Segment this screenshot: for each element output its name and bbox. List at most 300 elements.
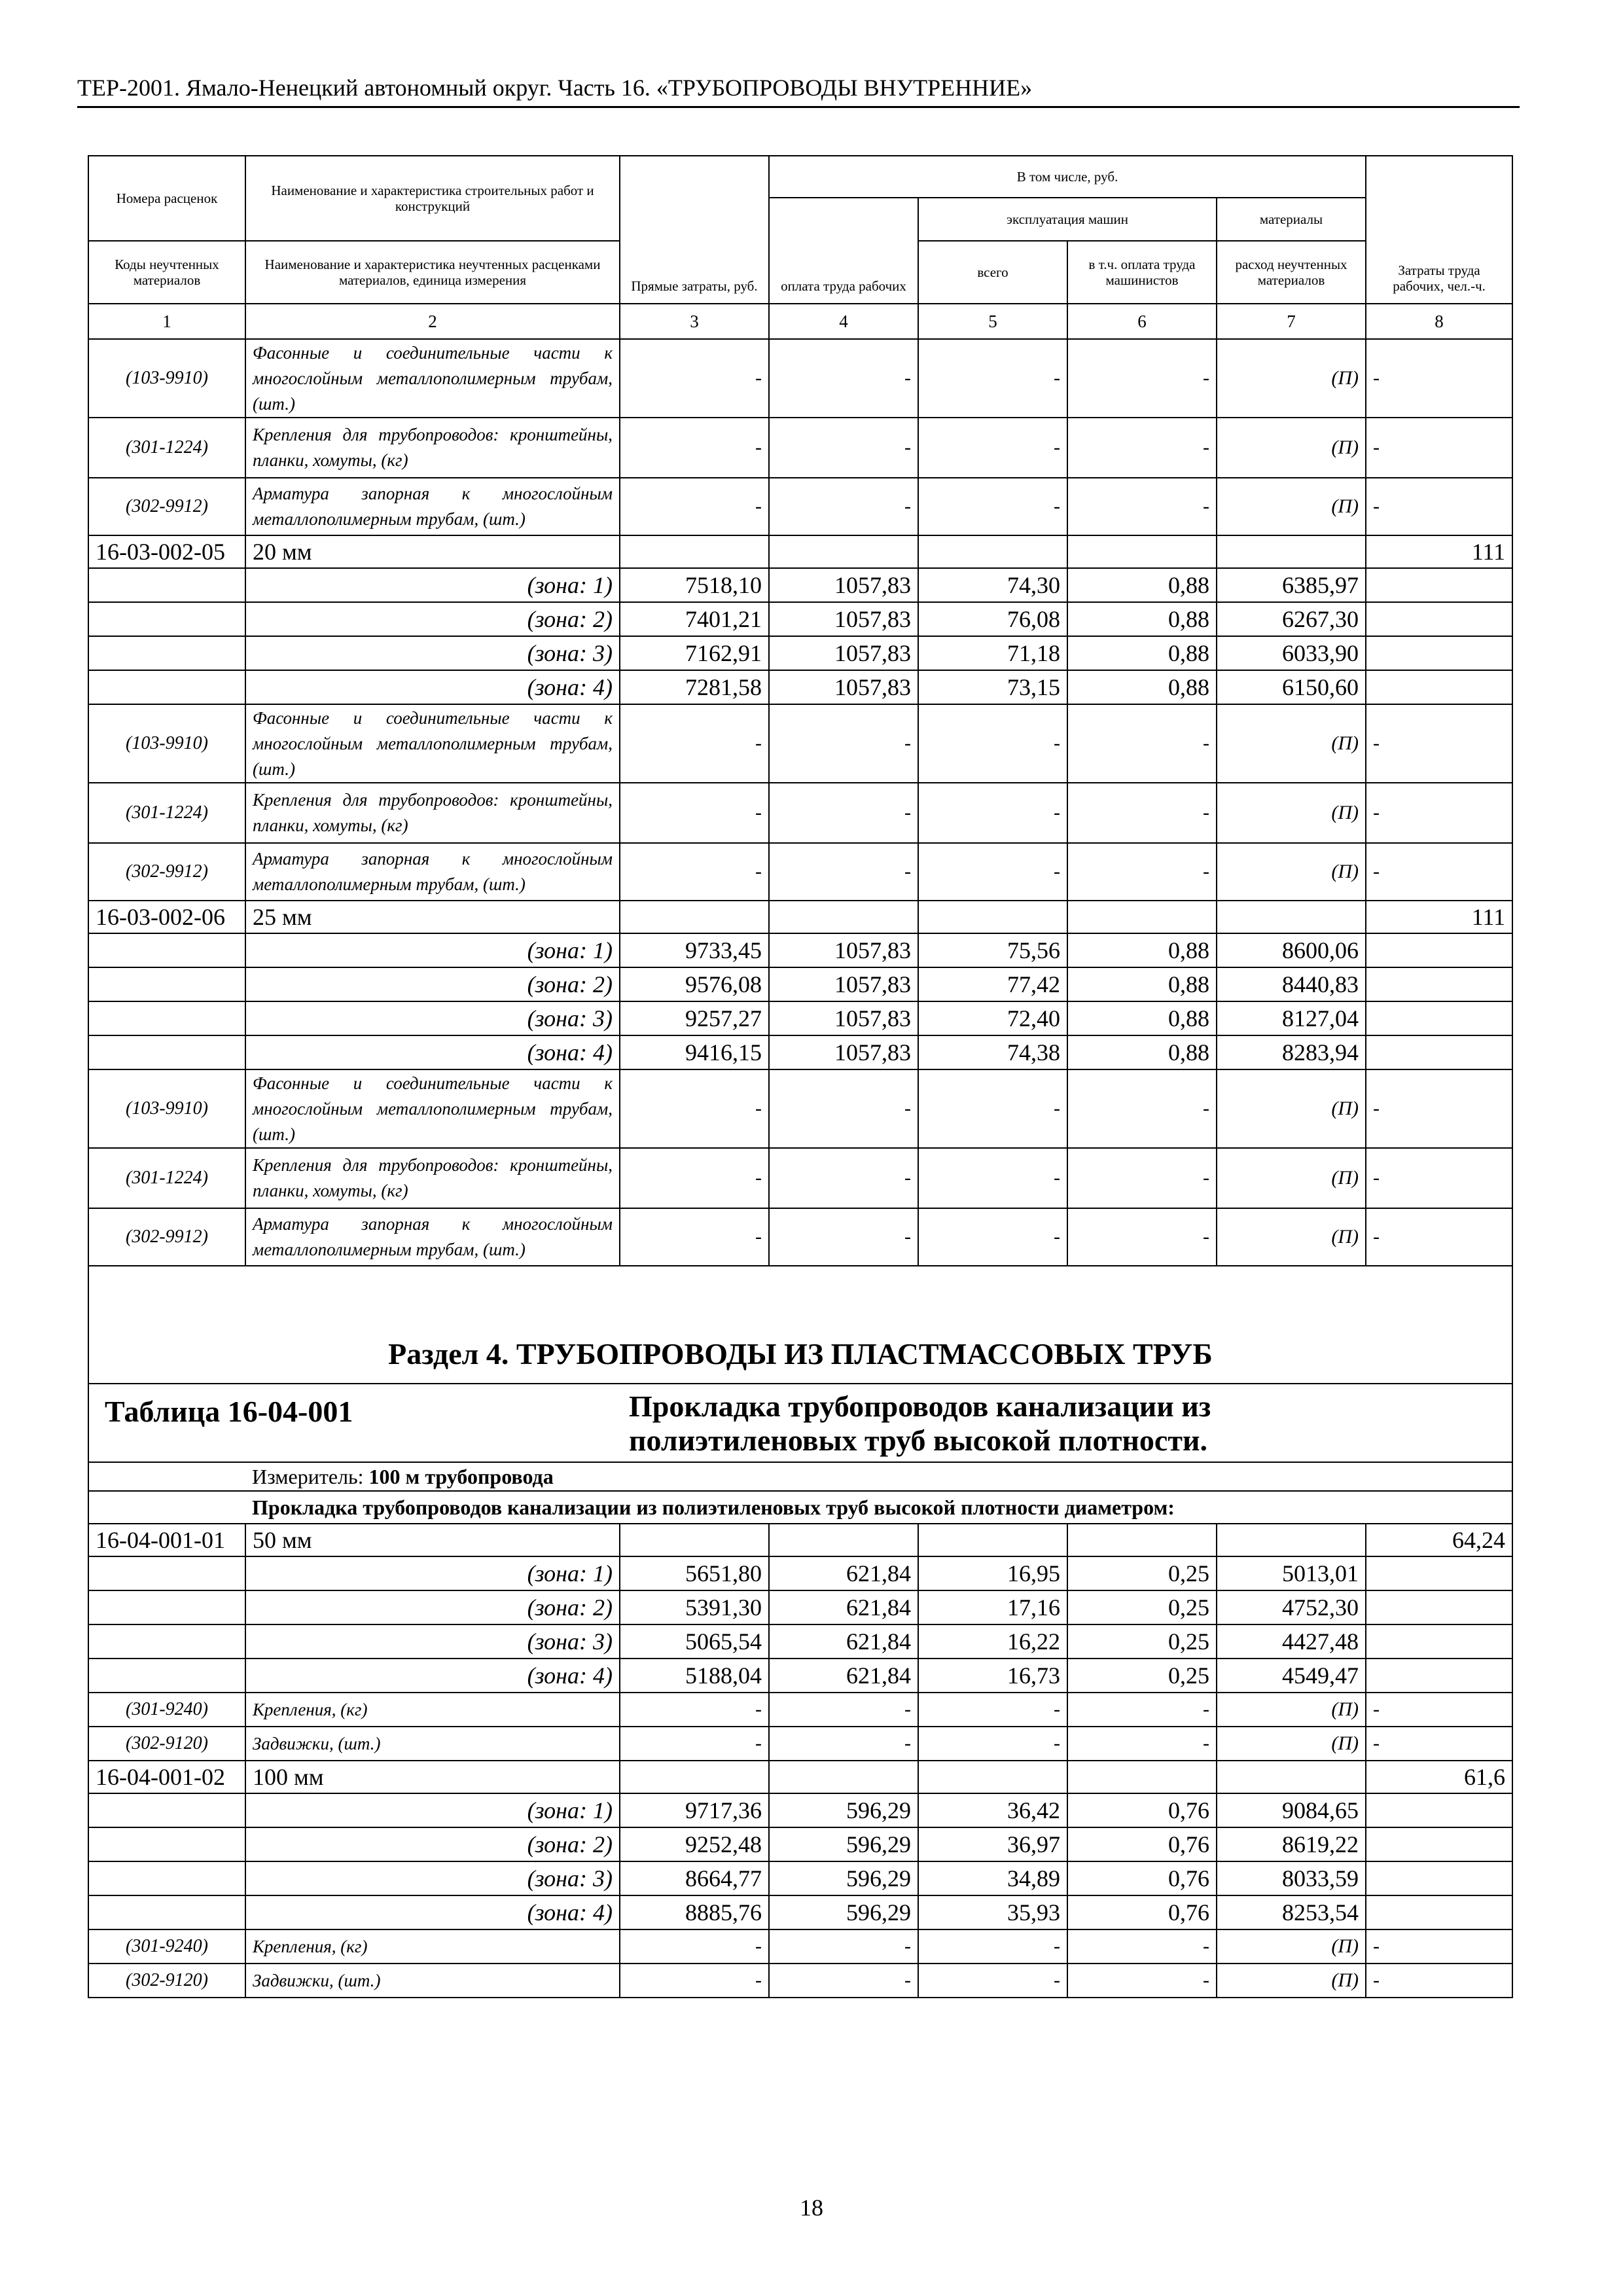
wages-value: 1057,83 [769, 1001, 918, 1035]
zone-row [88, 1590, 1512, 1624]
material-row [88, 1069, 1512, 1148]
col1-bottom-header: Коды неучтенных материалов [88, 241, 245, 304]
empty-cell [88, 636, 245, 670]
dash-cell: - [1366, 1929, 1512, 1964]
material-code: (301-1224) [88, 1148, 245, 1208]
p-mark-cell: (П) [1217, 1069, 1366, 1148]
direct-costs-value: 9576,08 [620, 967, 769, 1001]
direct-costs-value: 8885,76 [620, 1895, 769, 1929]
materials-header: материалы [1217, 198, 1366, 241]
zone-label: (зона: 3) [245, 636, 620, 670]
dash-cell: - [1366, 704, 1512, 783]
empty-cell [1366, 636, 1512, 670]
empty-cell [1217, 1524, 1366, 1556]
empty-cell [1366, 1001, 1512, 1035]
empty-cell [1366, 1590, 1512, 1624]
labor-value: 61,6 [1366, 1761, 1512, 1793]
empty-cell [88, 1624, 245, 1659]
material-name: Крепления для трубопроводов: кронштейны, планки, хомуты, (кг) [245, 418, 620, 478]
p-mark-cell: (П) [1217, 1208, 1366, 1266]
dash-cell: - [1067, 704, 1217, 783]
material-name: Фасонные и соединительные части к многослойным металлополимерным трубам, (шт.) [245, 704, 620, 783]
dash-cell: - [918, 1148, 1067, 1208]
operators-wages-value: 0,88 [1067, 670, 1217, 704]
dash-cell: - [1366, 478, 1512, 535]
col2-bottom-header: Наименование и характеристика неучтенных расценками материалов, единица измерения [245, 241, 620, 304]
dash-cell: - [918, 1929, 1067, 1964]
direct-costs-value: 5188,04 [620, 1659, 769, 1693]
dash-cell: - [1366, 1069, 1512, 1148]
dash-cell: - [918, 704, 1067, 783]
machines-value: 17,16 [918, 1590, 1067, 1624]
rate-name: 50 мм [245, 1524, 620, 1556]
machines-value: 16,73 [918, 1659, 1067, 1693]
empty-cell [918, 535, 1067, 568]
page-number: 18 [800, 2195, 823, 2221]
table-subheading: Прокладка трубопроводов канализации из полиэтиленовых труб высокой плотности диаметром: [245, 1491, 1512, 1524]
material-row [88, 478, 1512, 535]
materials-value: 8600,06 [1217, 933, 1366, 967]
materials-value: 5013,01 [1217, 1556, 1366, 1590]
material-row [88, 1208, 1512, 1266]
p-mark-cell: (П) [1217, 1693, 1366, 1727]
material-row [88, 783, 1512, 843]
wages-value: 1057,83 [769, 967, 918, 1001]
material-row [88, 843, 1512, 901]
zone-label: (зона: 3) [245, 1001, 620, 1035]
dash-cell: - [918, 1069, 1067, 1148]
materials-value: 4549,47 [1217, 1659, 1366, 1693]
dash-cell: - [620, 1727, 769, 1761]
table-label: Таблица 16-04-001 [88, 1384, 620, 1462]
machines-value: 73,15 [918, 670, 1067, 704]
materials-value: 4752,30 [1217, 1590, 1366, 1624]
empty-cell [1366, 1556, 1512, 1590]
zone-label: (зона: 4) [245, 670, 620, 704]
empty-cell [1366, 967, 1512, 1001]
operators-wages-header: в т.ч. оплата труда машинистов [1067, 241, 1217, 304]
empty-cell [1366, 1793, 1512, 1827]
machines-value: 75,56 [918, 933, 1067, 967]
wages-header: оплата труда рабочих [769, 198, 918, 304]
material-row [88, 418, 1512, 478]
dash-cell: - [769, 843, 918, 901]
empty-cell [1366, 568, 1512, 602]
machines-value: 77,42 [918, 967, 1067, 1001]
empty-cell [1366, 1827, 1512, 1861]
dash-cell: - [918, 1964, 1067, 1998]
empty-cell [88, 670, 245, 704]
dash-cell: - [1067, 1929, 1217, 1964]
p-mark-cell: (П) [1217, 1727, 1366, 1761]
labor-value: 64,24 [1366, 1524, 1512, 1556]
operators-wages-value: 0,76 [1067, 1895, 1217, 1929]
empty-cell [620, 1524, 769, 1556]
dash-cell: - [620, 843, 769, 901]
zone-row [88, 1035, 1512, 1069]
p-mark-cell: (П) [1217, 783, 1366, 843]
empty-cell [88, 602, 245, 636]
dash-cell: - [1067, 1964, 1217, 1998]
meter-row [88, 1462, 1512, 1491]
material-row [88, 1727, 1512, 1761]
rate-row [88, 1524, 1512, 1556]
header-rule [77, 106, 1520, 108]
wages-value: 621,84 [769, 1556, 918, 1590]
rate-row [88, 901, 1512, 933]
dash-cell: - [769, 1693, 918, 1727]
materials-value: 8253,54 [1217, 1895, 1366, 1929]
zone-row [88, 933, 1512, 967]
column-number: 6 [1067, 304, 1217, 339]
dash-cell: - [620, 1069, 769, 1148]
machines-value: 34,89 [918, 1861, 1067, 1895]
empty-cell [1366, 1861, 1512, 1895]
materials-value: 6385,97 [1217, 568, 1366, 602]
wages-value: 1057,83 [769, 636, 918, 670]
dash-cell: - [918, 339, 1067, 418]
machines-value: 16,95 [918, 1556, 1067, 1590]
meter-label: Измеритель: [252, 1464, 364, 1488]
empty-cell [620, 535, 769, 568]
materials-value: 8619,22 [1217, 1827, 1366, 1861]
zone-label: (зона: 4) [245, 1035, 620, 1069]
dash-cell: - [1067, 783, 1217, 843]
empty-cell [88, 1462, 245, 1491]
direct-costs-value: 9416,15 [620, 1035, 769, 1069]
zone-row [88, 670, 1512, 704]
p-mark-cell: (П) [1217, 1929, 1366, 1964]
zone-row [88, 967, 1512, 1001]
materials-value: 8033,59 [1217, 1861, 1366, 1895]
rate-row [88, 535, 1512, 568]
operators-wages-value: 0,88 [1067, 967, 1217, 1001]
rate-name: 25 мм [245, 901, 620, 933]
dash-cell: - [1366, 1964, 1512, 1998]
direct-costs-header: Прямые затраты, руб. [620, 156, 769, 304]
empty-cell [88, 1556, 245, 1590]
empty-cell [88, 1861, 245, 1895]
empty-cell [1366, 1895, 1512, 1929]
col2-top-header: Наименование и характеристика строительных работ и конструкций [245, 156, 620, 241]
dash-cell: - [1067, 843, 1217, 901]
empty-cell [1366, 1659, 1512, 1693]
column-number: 7 [1217, 304, 1366, 339]
meter-cell [245, 1462, 1512, 1491]
dash-cell: - [1366, 1148, 1512, 1208]
dash-cell: - [1067, 1208, 1217, 1266]
operators-wages-value: 0,25 [1067, 1556, 1217, 1590]
machines-value: 72,40 [918, 1001, 1067, 1035]
empty-cell [769, 901, 918, 933]
machines-value: 16,22 [918, 1624, 1067, 1659]
table-title-row [88, 1384, 1512, 1462]
zone-row [88, 1861, 1512, 1895]
empty-cell [769, 1524, 918, 1556]
subheading-row [88, 1491, 1512, 1524]
empty-cell [1366, 1624, 1512, 1659]
direct-costs-value: 5391,30 [620, 1590, 769, 1624]
empty-cell [918, 1761, 1067, 1793]
wages-value: 596,29 [769, 1861, 918, 1895]
zone-row [88, 602, 1512, 636]
operators-wages-value: 0,88 [1067, 933, 1217, 967]
empty-cell [1366, 670, 1512, 704]
unaccounted-materials-header: расход неучтенных материалов [1217, 241, 1366, 304]
direct-costs-value: 9733,45 [620, 933, 769, 967]
empty-cell [769, 1761, 918, 1793]
dash-cell: - [1366, 339, 1512, 418]
dash-cell: - [918, 418, 1067, 478]
material-name: Фасонные и соединительные части к многослойным металлополимерным трубам, (шт.) [245, 1069, 620, 1148]
zone-label: (зона: 1) [245, 568, 620, 602]
material-row [88, 1964, 1512, 1998]
operators-wages-value: 0,25 [1067, 1624, 1217, 1659]
zone-label: (зона: 1) [245, 1793, 620, 1827]
dash-cell: - [918, 478, 1067, 535]
operators-wages-value: 0,88 [1067, 602, 1217, 636]
machines-value: 36,97 [918, 1827, 1067, 1861]
zone-row [88, 1793, 1512, 1827]
zone-row [88, 636, 1512, 670]
dash-cell: - [1067, 339, 1217, 418]
material-name: Крепления, (кг) [245, 1693, 620, 1727]
empty-cell [1067, 535, 1217, 568]
direct-costs-value: 5065,54 [620, 1624, 769, 1659]
empty-cell [918, 1524, 1067, 1556]
empty-cell [620, 901, 769, 933]
dash-cell: - [1067, 478, 1217, 535]
column-number: 4 [769, 304, 918, 339]
empty-cell [88, 1035, 245, 1069]
materials-value: 6033,90 [1217, 636, 1366, 670]
machines-value: 76,08 [918, 602, 1067, 636]
p-mark-cell: (П) [1217, 843, 1366, 901]
materials-value: 4427,48 [1217, 1624, 1366, 1659]
dash-cell: - [620, 478, 769, 535]
dash-cell: - [918, 783, 1067, 843]
dash-cell: - [1067, 1069, 1217, 1148]
zone-row [88, 1001, 1512, 1035]
dash-cell: - [620, 418, 769, 478]
zone-label: (зона: 1) [245, 933, 620, 967]
zone-row [88, 568, 1512, 602]
dash-cell: - [769, 1069, 918, 1148]
wages-value: 1057,83 [769, 602, 918, 636]
dash-cell: - [620, 1929, 769, 1964]
materials-value: 6150,60 [1217, 670, 1366, 704]
rate-name: 20 мм [245, 535, 620, 568]
materials-value: 9084,65 [1217, 1793, 1366, 1827]
material-code: (302-9912) [88, 1208, 245, 1266]
empty-cell [1067, 1761, 1217, 1793]
dash-cell: - [918, 1208, 1067, 1266]
rate-code: 16-03-002-05 [88, 535, 245, 568]
empty-cell [1067, 1524, 1217, 1556]
materials-value: 8283,94 [1217, 1035, 1366, 1069]
dash-cell: - [620, 339, 769, 418]
material-name: Фасонные и соединительные части к многослойным металлополимерным трубам, (шт.) [245, 339, 620, 418]
material-code: (103-9910) [88, 704, 245, 783]
dash-cell: - [620, 704, 769, 783]
machines-total-header: всего [918, 241, 1067, 304]
material-code: (103-9910) [88, 1069, 245, 1148]
material-row [88, 339, 1512, 418]
empty-cell [88, 933, 245, 967]
empty-cell [620, 1761, 769, 1793]
empty-cell [1217, 535, 1366, 568]
machines-value: 36,42 [918, 1793, 1067, 1827]
empty-cell [88, 1590, 245, 1624]
material-row [88, 704, 1512, 783]
column-number: 5 [918, 304, 1067, 339]
empty-cell [88, 568, 245, 602]
column-number: 2 [245, 304, 620, 339]
direct-costs-value: 9257,27 [620, 1001, 769, 1035]
empty-cell [918, 901, 1067, 933]
dash-cell: - [1366, 1208, 1512, 1266]
zone-row [88, 1556, 1512, 1590]
labor-value: 111 [1366, 901, 1512, 933]
column-number: 1 [88, 304, 245, 339]
labor-value: 111 [1366, 535, 1512, 568]
operators-wages-value: 0,88 [1067, 636, 1217, 670]
zone-label: (зона: 3) [245, 1624, 620, 1659]
dash-cell: - [1067, 1693, 1217, 1727]
dash-cell: - [769, 418, 918, 478]
dash-cell: - [769, 1148, 918, 1208]
dash-cell: - [1067, 1727, 1217, 1761]
estimate-table [88, 155, 1513, 1998]
dash-cell: - [1366, 1693, 1512, 1727]
p-mark-cell: (П) [1217, 704, 1366, 783]
p-mark-cell: (П) [1217, 1964, 1366, 1998]
empty-cell [88, 1895, 245, 1929]
wages-value: 596,29 [769, 1793, 918, 1827]
zone-label: (зона: 2) [245, 1827, 620, 1861]
wages-value: 1057,83 [769, 933, 918, 967]
machines-value: 74,38 [918, 1035, 1067, 1069]
rate-code: 16-04-001-01 [88, 1524, 245, 1556]
dash-cell: - [918, 1693, 1067, 1727]
machines-header: эксплуатация машин [918, 198, 1217, 241]
including-header: В том числе, руб. [769, 156, 1366, 198]
direct-costs-value: 7281,58 [620, 670, 769, 704]
dash-cell: - [918, 1727, 1067, 1761]
empty-cell [769, 535, 918, 568]
dash-cell: - [769, 783, 918, 843]
material-name: Арматура запорная к многослойным металлополимерным трубам, (шт.) [245, 478, 620, 535]
empty-cell [88, 1793, 245, 1827]
direct-costs-value: 7162,91 [620, 636, 769, 670]
machines-value: 35,93 [918, 1895, 1067, 1929]
wages-value: 1057,83 [769, 1035, 918, 1069]
rate-row [88, 1761, 1512, 1793]
dash-cell: - [620, 1693, 769, 1727]
dash-cell: - [620, 1964, 769, 1998]
operators-wages-value: 0,25 [1067, 1659, 1217, 1693]
table-title: Прокладка трубопроводов канализации из полиэтиленовых труб высокой плотности. [620, 1384, 1512, 1462]
wages-value: 621,84 [769, 1590, 918, 1624]
dash-cell: - [769, 1208, 918, 1266]
zone-label: (зона: 2) [245, 1590, 620, 1624]
dash-cell: - [769, 1964, 918, 1998]
zone-row [88, 1659, 1512, 1693]
material-name: Задвижки, (шт.) [245, 1727, 620, 1761]
rate-name: 100 мм [245, 1761, 620, 1793]
operators-wages-value: 0,88 [1067, 1035, 1217, 1069]
p-mark-cell: (П) [1217, 339, 1366, 418]
operators-wages-value: 0,88 [1067, 1001, 1217, 1035]
empty-cell [88, 1001, 245, 1035]
zone-row [88, 1624, 1512, 1659]
material-name: Арматура запорная к многослойным металлополимерным трубам, (шт.) [245, 1208, 620, 1266]
dash-cell: - [1366, 843, 1512, 901]
zone-label: (зона: 3) [245, 1861, 620, 1895]
zone-row [88, 1827, 1512, 1861]
labor-costs-header: Затраты труда рабочих, чел.-ч. [1366, 156, 1512, 304]
material-code: (301-1224) [88, 418, 245, 478]
material-code: (301-9240) [88, 1693, 245, 1727]
material-row [88, 1929, 1512, 1964]
material-name: Задвижки, (шт.) [245, 1964, 620, 1998]
wages-value: 1057,83 [769, 568, 918, 602]
operators-wages-value: 0,76 [1067, 1861, 1217, 1895]
zone-label: (зона: 2) [245, 967, 620, 1001]
material-row [88, 1148, 1512, 1208]
empty-cell [88, 1491, 245, 1524]
wages-value: 621,84 [769, 1624, 918, 1659]
section-title: Раздел 4. ТРУБОПРОВОДЫ ИЗ ПЛАСТМАССОВЫХ ТРУБ [88, 1266, 1512, 1384]
materials-value: 8440,83 [1217, 967, 1366, 1001]
material-name: Крепления для трубопроводов: кронштейны, планки, хомуты, (кг) [245, 1148, 620, 1208]
materials-value: 6267,30 [1217, 602, 1366, 636]
empty-cell [1366, 1035, 1512, 1069]
wages-value: 596,29 [769, 1895, 918, 1929]
rate-code: 16-03-002-06 [88, 901, 245, 933]
dash-cell: - [620, 783, 769, 843]
direct-costs-value: 7518,10 [620, 568, 769, 602]
material-code: (301-1224) [88, 783, 245, 843]
dash-cell: - [918, 843, 1067, 901]
p-mark-cell: (П) [1217, 418, 1366, 478]
material-row [88, 1693, 1512, 1727]
dash-cell: - [1366, 783, 1512, 843]
material-code: (302-9120) [88, 1727, 245, 1761]
page-header: ТЕР-2001. Ямало-Ненецкий автономный округ. Часть 16. «ТРУБОПРОВОДЫ ВНУТРЕННИЕ» [77, 75, 1033, 101]
empty-cell [88, 1659, 245, 1693]
dash-cell: - [769, 478, 918, 535]
wages-value: 596,29 [769, 1827, 918, 1861]
material-code: (302-9912) [88, 478, 245, 535]
column-number: 8 [1366, 304, 1512, 339]
empty-cell [1067, 901, 1217, 933]
wages-value: 1057,83 [769, 670, 918, 704]
material-code: (302-9912) [88, 843, 245, 901]
empty-cell [1366, 933, 1512, 967]
empty-cell [1366, 602, 1512, 636]
dash-cell: - [620, 1148, 769, 1208]
material-code: (103-9910) [88, 339, 245, 418]
rate-code: 16-04-001-02 [88, 1761, 245, 1793]
zone-label: (зона: 2) [245, 602, 620, 636]
direct-costs-value: 9717,36 [620, 1793, 769, 1827]
p-mark-cell: (П) [1217, 478, 1366, 535]
operators-wages-value: 0,76 [1067, 1793, 1217, 1827]
zone-label: (зона: 4) [245, 1895, 620, 1929]
col1-top-header: Номера расценок [88, 156, 245, 241]
p-mark-cell: (П) [1217, 1148, 1366, 1208]
